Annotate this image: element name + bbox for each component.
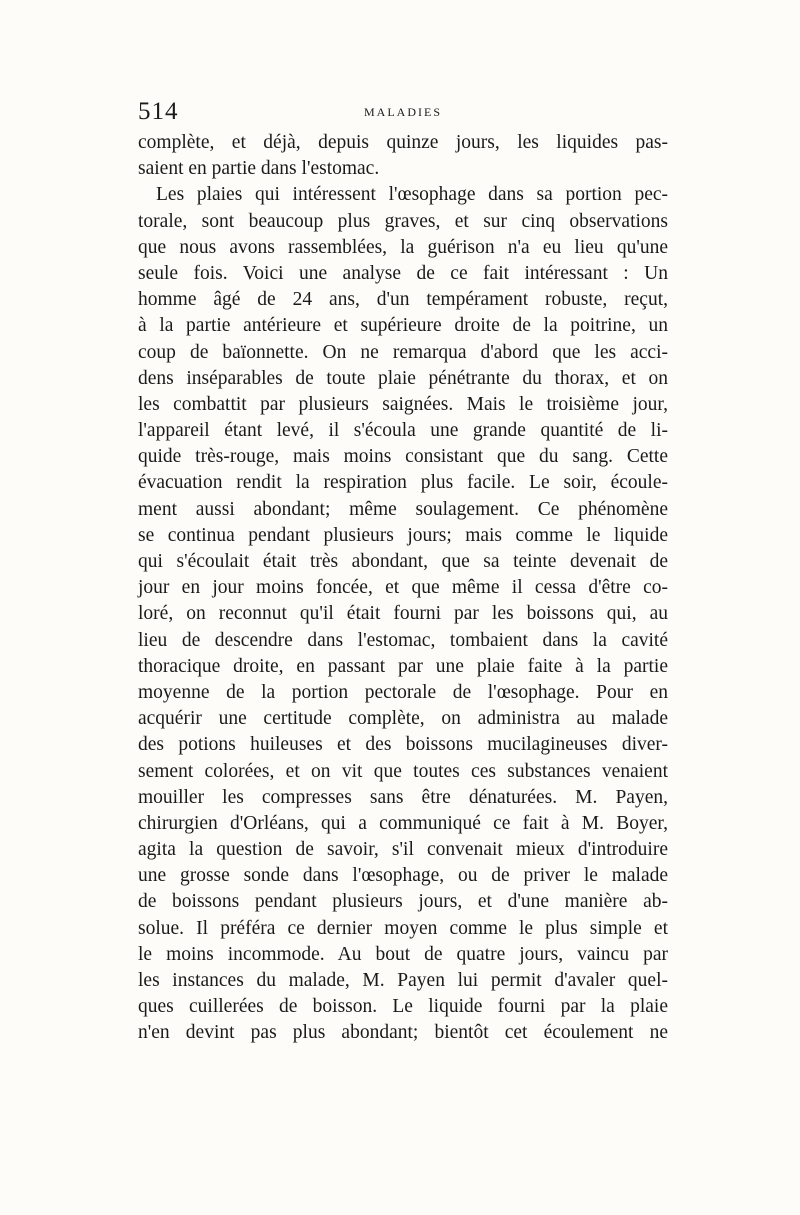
text-line: qui s'écoulait était très abondant, que sa teinte devenait de — [138, 551, 668, 572]
text-line: évacuation rendit la respiration plus facile. Le soir, écoule- — [138, 472, 668, 494]
body-text — [138, 130, 668, 1047]
text-line: solue. Il préféra ce dernier moyen comme le plus simple et — [138, 917, 668, 939]
text-line: lieu de descendre dans l'estomac, tombaient dans la cavité — [138, 629, 668, 651]
text-line: homme âgé de 24 ans, d'un tempérament robuste, reçut, — [138, 289, 668, 311]
text-line: dens inséparables de toute plaie pénétrante du thorax, et on — [138, 367, 668, 389]
text-line: mouiller les compresses sans être dénaturées. M. Payen, — [138, 786, 668, 808]
text-line: se continua pendant plusieurs jours; mais comme le liquide — [138, 524, 668, 546]
page-number: 514 — [138, 98, 179, 125]
text-line: saient en partie dans l'estomac. — [138, 158, 380, 180]
text-line: acquérir une certitude complète, on administra au malade — [138, 708, 668, 730]
text-line: ment aussi abondant; même soulagement. Ce phénomène — [138, 498, 668, 520]
text-line: thoracique droite, en passant par une plaie faite à la partie — [138, 655, 668, 677]
text-line: ques cuillerées de boisson. Le liquide fourni par la plaie — [138, 996, 668, 1018]
running-head: MALADIES — [364, 105, 442, 119]
text-line: jour en jour moins foncée, et que même il cessa d'être co- — [138, 577, 668, 599]
text-line: torale, sont beaucoup plus graves, et sur cinq observations — [138, 210, 668, 232]
text-line: l'appareil étant levé, il s'écoula une grande quantité de li- — [138, 420, 668, 442]
page-header — [138, 98, 668, 126]
text-line: des potions huileuses et des boissons mucilagineuses diver- — [138, 734, 668, 756]
text-line: coup de baïonnette. On ne remarqua d'abord que les acci- — [138, 341, 668, 363]
text-line: sement colorées, et on vit que toutes ces substances venaient — [138, 760, 668, 782]
text-line: que nous avons rassemblées, la guérison n'a eu lieu qu'une — [138, 236, 668, 258]
text-line: une grosse sonde dans l'œsophage, ou de priver le malade — [138, 865, 668, 887]
text-line: le moins incommode. Au bout de quatre jours, vaincu par — [138, 943, 668, 965]
text-line: quide très-rouge, mais moins consistant que du sang. Cette — [138, 446, 668, 468]
text-line: chirurgien d'Orléans, qui a communiqué ce fait à M. Boyer, — [138, 812, 668, 834]
text-line: les instances du malade, M. Payen lui permit d'avaler quel- — [138, 970, 668, 991]
text-line: n'en devint pas plus abondant; bientôt cet écoulement ne — [138, 1022, 668, 1044]
text-line: complète, et déjà, depuis quinze jours, les liquides pas- — [138, 132, 668, 153]
text-line: loré, on reconnut qu'il était fourni par les boissons qui, au — [138, 603, 668, 625]
text-line: agita la question de savoir, s'il convenait mieux d'introduire — [138, 839, 668, 861]
text-line: à la partie antérieure et supérieure droite de la poitrine, un — [138, 315, 668, 337]
text-line: moyenne de la portion pectorale de l'œsophage. Pour en — [138, 681, 668, 703]
text-line: les combattit par plusieurs saignées. Mais le troisième jour, — [138, 393, 668, 415]
paragraph-start-line: Les plaies qui intéressent l'œsophage dans sa portion pec- — [156, 184, 668, 206]
text-line: seule fois. Voici une analyse de ce fait intéressant : Un — [138, 262, 668, 284]
text-line: de boissons pendant plusieurs jours, et d'une manière ab- — [138, 891, 668, 913]
